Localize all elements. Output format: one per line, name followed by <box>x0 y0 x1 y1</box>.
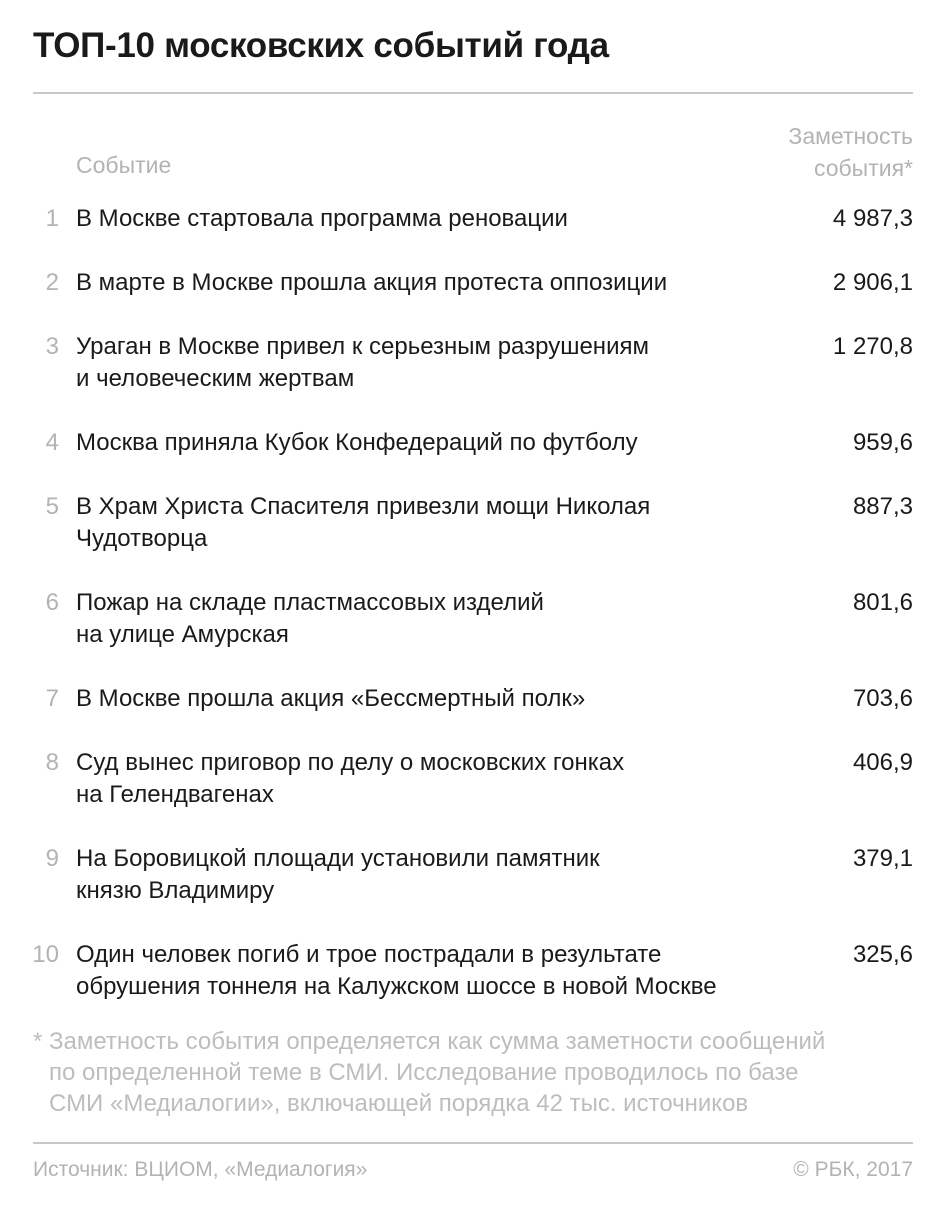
row-value: 887,3 <box>852 493 913 520</box>
page-title: ТОП-10 московских событий года <box>33 26 609 65</box>
row-value: 703,6 <box>852 685 913 712</box>
row-rank: 8 <box>45 749 59 776</box>
column-header-value <box>713 120 913 184</box>
row-rank: 3 <box>45 333 59 360</box>
row-event: На Боровицкой площади установили памятник князю Владимиру <box>76 845 600 904</box>
row-event: В марте в Москве прошла акция протеста оппозиции <box>76 269 668 296</box>
row-event: Суд вынес приговор по делу о московских гонках на Гелендвагенах <box>76 749 625 808</box>
bottom-divider <box>33 1142 913 1144</box>
row-value: 1 270,8 <box>832 333 913 360</box>
row-value: 4 987,3 <box>832 205 913 232</box>
row-value: 406,9 <box>852 749 913 776</box>
row-event: Москва приняла Кубок Конфедераций по футболу <box>76 429 638 456</box>
row-value: 959,6 <box>852 429 913 456</box>
row-rank: 1 <box>45 205 59 232</box>
row-rank: 5 <box>45 493 59 520</box>
column-header-event: Событие <box>76 152 172 178</box>
row-value: 801,6 <box>852 589 913 616</box>
row-rank: 2 <box>45 269 59 296</box>
row-rank: 10 <box>32 941 59 968</box>
row-rank: 7 <box>45 685 59 712</box>
row-event: Один человек погиб и трое пострадали в результате обрушения тоннеля на Калужском шоссе в новой Москве <box>76 941 717 1000</box>
top-divider <box>33 92 913 94</box>
row-value: 325,6 <box>852 941 913 968</box>
row-event: Ураган в Москве привел к серьезным разрушениям и человеческим жертвам <box>76 333 649 392</box>
footnote-asterisk: * <box>33 1028 43 1055</box>
row-event: В Москве стартовала программа реновации <box>76 205 568 232</box>
row-event: В Храм Христа Спасителя привезли мощи Николая Чудотворца <box>76 493 651 552</box>
row-event: Пожар на складе пластмассовых изделий на улице Амурская <box>76 589 544 648</box>
column-header-value-line2: события* <box>813 155 913 181</box>
row-rank: 4 <box>45 429 59 456</box>
row-value: 379,1 <box>852 845 913 872</box>
source-credit: Источник: ВЦИОМ, «Медиалогия» <box>33 1158 368 1181</box>
column-header-value-line1: Заметность <box>788 123 913 149</box>
copyright: © РБК, 2017 <box>793 1158 913 1181</box>
row-value: 2 906,1 <box>832 269 913 296</box>
footnote-text: Заметность события определяется как сумма заметности сообщений по определенной теме в СМИ. Исследование проводилось по базе СМИ «Медиалогии», включающей порядка 42 тыс. источников <box>49 1028 826 1117</box>
row-rank: 9 <box>45 845 59 872</box>
row-rank: 6 <box>45 589 59 616</box>
row-event: В Москве прошла акция «Бессмертный полк» <box>76 685 586 712</box>
